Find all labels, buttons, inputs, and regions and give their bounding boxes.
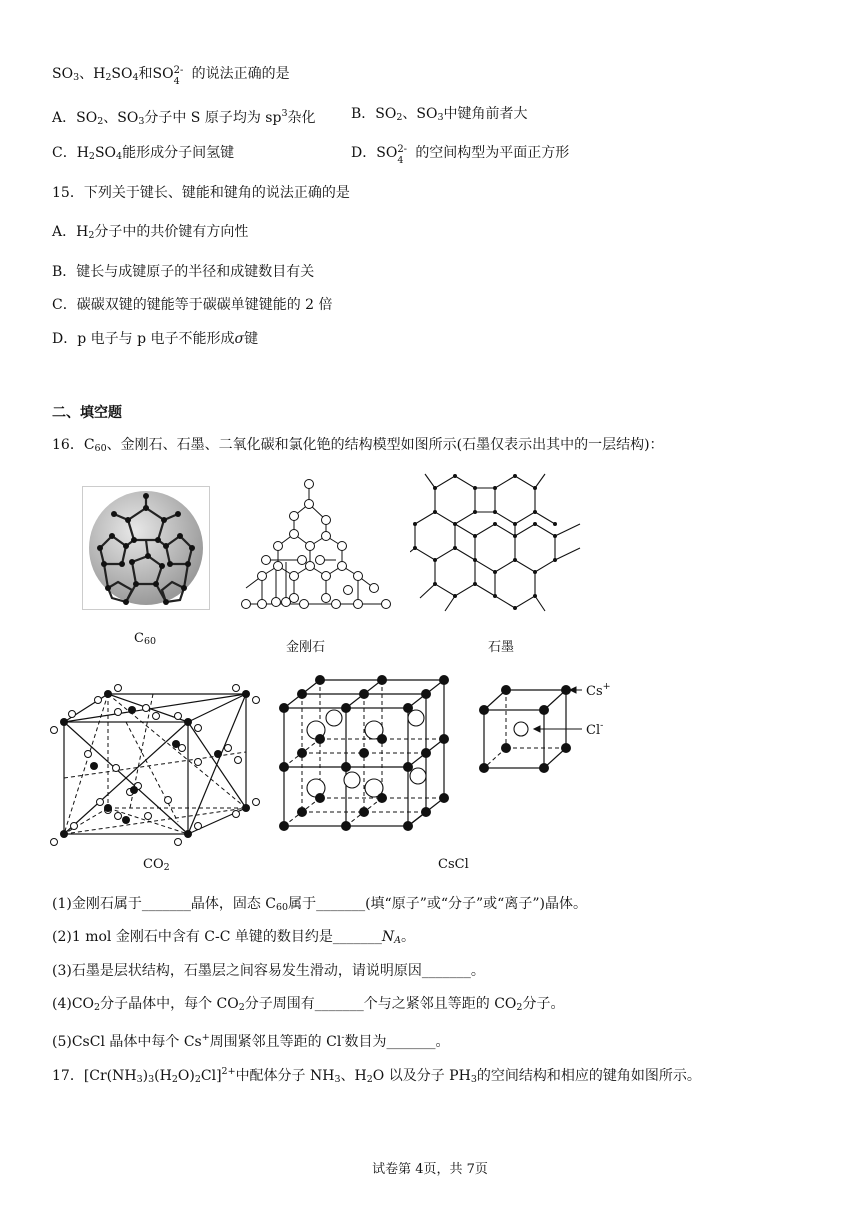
sulfate-ion-notation-d: 2- 4 [397, 144, 408, 166]
caption-cscl: CsCl [438, 857, 469, 872]
q14-option-d: D．SO 2- 4 的空间构型为平面正方形 [351, 144, 570, 166]
cscl-lattice-diagram [276, 670, 456, 834]
caption-co2: $CO_2$ [143, 857, 170, 873]
caption-c60: $C_{60}$ [134, 631, 157, 647]
page-footer: 试卷第 4页，共 7页 [372, 1162, 488, 1177]
label-cs-ion: Cs+ [586, 681, 611, 699]
q14-stem: $SO_3$、$H_2SO_4$和SO 2- 4 的说法正确的是 [52, 65, 290, 87]
q16-part-1: (1)金刚石属于_______晶体，固态 $C_{60}$属于_______(填“原子”或“分子”或“离子”)晶体。 [52, 896, 587, 913]
caption-graphite: 石墨 [488, 640, 515, 655]
q15-option-d: D．p 电子与 p 电子不能形成σ键 [52, 331, 259, 347]
q16-part-4: $(4)CO_2$分子晶体中，每个 $CO_2$分子周围有_______个与之紧邻且等距的 $CO_2$分子。 [52, 996, 565, 1013]
sulfate-ion-notation: 2- 4 [173, 65, 184, 87]
q15-option-c: C．碳碳双键的键能等于碳碳单键键能的 2 倍 [52, 297, 333, 313]
q16-part-2: (2)1 mol 金刚石中含有 C-C 单键的数目约是$\_\_\_\_\_\_\_N_A$。 [52, 929, 415, 946]
graphite-layer-diagram [410, 466, 592, 616]
label-cl-ion: Cl- [586, 720, 604, 738]
section-heading: 二、填空题 [52, 405, 122, 421]
q15-stem: 15．下列关于键长、键能和键角的说法正确的是 [52, 185, 350, 201]
q15-option-b: B．键长与成键原子的半径和成键数目有关 [52, 264, 315, 280]
q16-part-3: (3)石墨是层状结构，石墨层之间容易发生滑动，请说明原因_______。 [52, 963, 485, 979]
q16-part-5: (5)CsCl 晶体中每个 Cs+周围紧邻且等距的 Cl-数目为_______。 [52, 1032, 450, 1050]
q14-option-b: B．$SO_2$、$SO_3$中键角前者大 [351, 106, 528, 123]
co2-unit-cell-diagram [48, 682, 270, 854]
q14-option-c: C．$H_2SO_4$能形成分子间氢键 [52, 145, 235, 162]
cscl-unit-cell-diagram [474, 680, 584, 780]
diamond-structure-diagram [236, 476, 396, 616]
q14-option-a: A．$SO_2$、$SO_3$分子中 S 原子均为 $sp^3$杂化 [52, 108, 316, 127]
c60-structure-image [82, 486, 210, 610]
q16-stem: 16．$C_{60}$、金刚石、石墨、二氧化碳和氯化铯的结构模型如图所示(石墨仅表示出其中的一层结构)： [52, 437, 664, 454]
cl-ion-marker [514, 722, 528, 736]
caption-diamond: 金刚石 [286, 640, 326, 655]
q15-option-a: A．$H_2$分子中的共价键有方向性 [52, 224, 249, 241]
q17-stem: 17．$[Cr(NH_3)_3(H_2O)_2Cl]^{2+}$中配体分子 $NH_3$、$H_2O$ 以及分子 $PH_3$的空间结构和相应的键角如图所示。 [52, 1066, 701, 1085]
